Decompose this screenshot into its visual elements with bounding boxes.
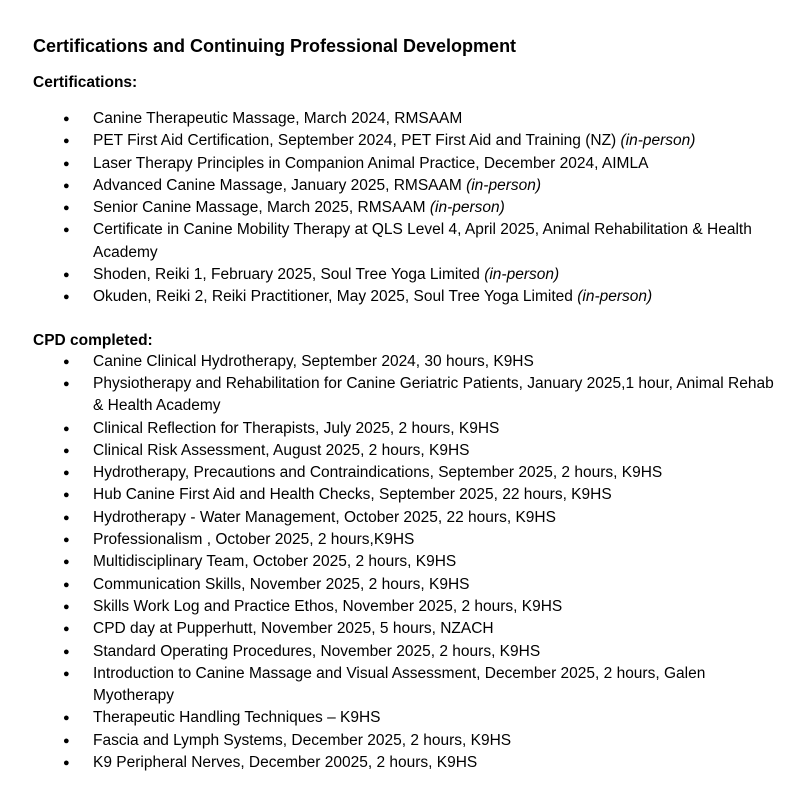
list-item-note: (in-person) <box>429 199 505 217</box>
list-item-text: Canine Clinical Hydrotherapy, September 2024, 30 hours, K9HS <box>93 352 534 370</box>
bullet-icon: ● <box>63 444 70 457</box>
list-item-note: (in-person) <box>466 176 542 194</box>
list-item <box>33 663 808 708</box>
bullet-icon: ● <box>63 113 70 125</box>
list-item-note: (in-person) <box>620 132 696 150</box>
bullet-icon: ● <box>63 135 70 148</box>
list-item-text: Multidisciplinary Team, October 2025, 2 hours, K9HS <box>93 553 457 571</box>
cpd-heading: CPD completed: <box>33 331 153 349</box>
list-item <box>33 153 808 175</box>
list-item-text: Physiotherapy and Rehabilitation for Canine Geriatric Patients, January 2025,1 hour, Animal Rehab & Health Academy <box>93 374 774 415</box>
list-item-text: Fascia and Lymph Systems, December 2025, 2 hours, K9HS <box>93 731 512 749</box>
list-item-text: Okuden, Reiki 2, Reiki Practitioner, May 2025, Soul Tree Yoga Limited <box>93 288 578 306</box>
list-item <box>33 618 808 640</box>
list-item <box>33 197 808 219</box>
bullet-icon: ● <box>63 224 70 237</box>
certifications-heading: Certifications: <box>33 74 138 91</box>
list-item-text: Senior Canine Massage, March 2025, RMSAAM <box>93 199 430 217</box>
list-item <box>33 440 808 462</box>
list-item <box>33 351 808 373</box>
list-item <box>33 264 808 286</box>
list-item-text: Professionalism , October 2025, 2 hours,K9HS <box>93 531 415 549</box>
list-item-text: Skills Work Log and Practice Ethos, November 2025, 2 hours, K9HS <box>93 597 563 615</box>
list-item <box>33 462 808 484</box>
list-item-text: K9 Peripheral Nerves, December 20025, 2 hours, K9HS <box>93 754 478 772</box>
list-item-text: Advanced Canine Massage, January 2025, RMSAAM <box>93 176 467 194</box>
list-item <box>33 596 808 618</box>
list-item-text: Hydrotherapy, Precautions and Contraindications, September 2025, 2 hours, K9HS <box>93 464 663 482</box>
bullet-icon: ● <box>63 511 70 524</box>
list-item-note: (in-person) <box>577 288 653 306</box>
bullet-icon: ● <box>63 534 70 547</box>
bullet-icon: ● <box>63 157 70 170</box>
list-item-text: Clinical Reflection for Therapists, July 2025, 2 hours, K9HS <box>93 419 500 437</box>
bullet-icon: ● <box>63 757 70 770</box>
bullet-icon: ● <box>63 623 70 636</box>
list-item-text: Canine Therapeutic Massage, March 2024, RMSAAM <box>93 110 463 127</box>
bullet-icon: ● <box>63 179 70 192</box>
list-item <box>33 219 808 264</box>
list-item <box>33 551 808 573</box>
list-item <box>33 529 808 551</box>
bullet-icon: ● <box>63 489 70 502</box>
bullet-icon: ● <box>63 377 70 390</box>
list-item-text: CPD day at Pupperhutt, November 2025, 5 hours, NZACH <box>93 620 494 638</box>
list-item-text: Standard Operating Procedures, November 2025, 2 hours, K9HS <box>93 642 541 660</box>
list-item <box>33 286 808 308</box>
cpd-list <box>33 351 808 775</box>
list-item-text: Shoden, Reiki 1, February 2025, Soul Tree Yoga Limited <box>93 266 485 284</box>
list-item <box>33 175 808 197</box>
bullet-icon: ● <box>63 734 70 747</box>
list-item <box>33 752 808 774</box>
list-item-text: Introduction to Canine Massage and Visual Assessment, December 2025, 2 hours, Galen Myotherapy <box>93 664 706 705</box>
bullet-icon: ● <box>63 269 70 282</box>
list-item-note: (in-person) <box>484 266 560 284</box>
bullet-icon: ● <box>63 578 70 591</box>
list-item-text: Hydrotherapy - Water Management, October 2025, 22 hours, K9HS <box>93 508 556 526</box>
certifications-list <box>33 108 808 309</box>
bullet-icon: ● <box>63 291 70 304</box>
list-item-text: Clinical Risk Assessment, August 2025, 2 hours, K9HS <box>93 441 470 459</box>
bullet-icon: ● <box>63 467 70 480</box>
bullet-icon: ● <box>63 202 70 215</box>
page-title: Certifications and Continuing Professional Development <box>33 36 517 56</box>
list-item-text: Hub Canine First Aid and Health Checks, September 2025, 22 hours, K9HS <box>93 486 612 504</box>
list-item <box>33 108 808 130</box>
list-item <box>33 130 808 152</box>
bullet-icon: ● <box>63 600 70 613</box>
bullet-icon: ● <box>63 422 70 435</box>
bullet-icon: ● <box>63 556 70 569</box>
list-item <box>33 574 808 596</box>
list-item-text: PET First Aid Certification, September 2024, PET First Aid and Training (NZ) <box>93 132 621 150</box>
list-item-text: Certificate in Canine Mobility Therapy at QLS Level 4, April 2025, Animal Rehabilitation & Health Academy <box>93 221 752 261</box>
list-item <box>33 707 808 729</box>
list-item <box>33 418 808 440</box>
list-item-text: Therapeutic Handling Techniques – K9HS <box>93 709 381 727</box>
bullet-icon: ● <box>63 712 70 725</box>
list-item <box>33 507 808 529</box>
list-item <box>33 484 808 506</box>
list-item-text: Communication Skills, November 2025, 2 hours, K9HS <box>93 575 470 593</box>
list-item <box>33 373 808 418</box>
bullet-icon: ● <box>63 667 70 680</box>
list-item-text: Laser Therapy Principles in Companion Animal Practice, December 2024, AIMLA <box>93 154 649 172</box>
list-item <box>33 730 808 752</box>
list-item <box>33 641 808 663</box>
bullet-icon: ● <box>63 355 70 368</box>
bullet-icon: ● <box>63 645 70 658</box>
